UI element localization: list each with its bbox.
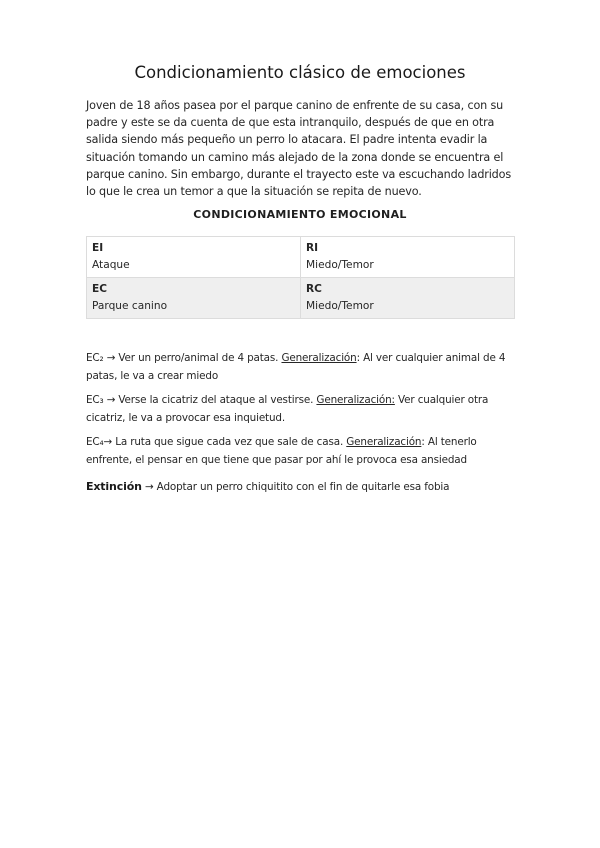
generalization-term: Generalización <box>346 436 422 448</box>
page-title: Condicionamiento clásico de emociones <box>134 63 466 82</box>
paragraph-text: → Adoptar un perro chiquitito con el fin de quitarle esa fobia <box>141 481 450 493</box>
table-row <box>87 237 515 278</box>
paragraph-label: EC₂ → Ver un perro/animal de 4 patas. <box>86 352 282 364</box>
paragraph-text: Ver cualquier otra cicatriz, le va a provocar esa inquietud. <box>86 394 489 424</box>
table-cell-rc <box>301 278 515 319</box>
cell-heading: EI <box>92 242 104 254</box>
cell-heading: EC <box>92 283 108 295</box>
generalization-paragraph-ec3 <box>86 392 518 427</box>
generalization-term: Generalización <box>281 352 357 364</box>
extinction-term: Extinción <box>86 480 142 493</box>
intro-paragraph: Joven de 18 años pasea por el parque canino de enfrente de su casa, con su padre y este se da cuenta de que esta intranquilo, después de que en otra salida siendo más pequeño un perro lo atacara. El padre intenta evadir la situación tomando un camino más alejado de la zona donde se encuentra el parque canino. Sin embargo, durante el trayecto este va escuchando ladridos lo que le crea un temor a que la situación se repita de nuevo. <box>86 99 512 199</box>
cell-value: Parque canino <box>92 300 168 312</box>
cell-value: Miedo/Temor <box>306 300 374 312</box>
cell-heading: RI <box>306 242 319 254</box>
table-row <box>87 278 515 319</box>
cell-value: Ataque <box>92 259 130 271</box>
table-cell-ec <box>87 278 301 319</box>
table-cell-ei <box>87 237 301 278</box>
paragraph-label: EC₄→ La ruta que sigue cada vez que sale de casa. <box>86 436 347 448</box>
extinction-paragraph <box>86 478 518 497</box>
generalization-term: Generalización: <box>316 394 395 406</box>
conditioning-table <box>86 236 515 319</box>
paragraph-text: : Al ver cualquier animal de 4 patas, le va a crear miedo <box>86 352 506 382</box>
table-cell-ri <box>301 237 515 278</box>
section-heading: CONDICIONAMIENTO EMOCIONAL <box>193 208 407 221</box>
generalization-paragraph-ec4 <box>86 434 518 469</box>
paragraph-text: : Al tenerlo enfrente, el pensar en que tiene que pasar por ahí le provoca esa ansiedad <box>86 436 477 466</box>
cell-heading: RC <box>306 283 322 295</box>
paragraph-label: EC₃ → Verse la cicatriz del ataque al vestirse. <box>86 394 317 406</box>
generalization-paragraph-ec2 <box>86 350 518 385</box>
cell-value: Miedo/Temor <box>306 259 374 271</box>
